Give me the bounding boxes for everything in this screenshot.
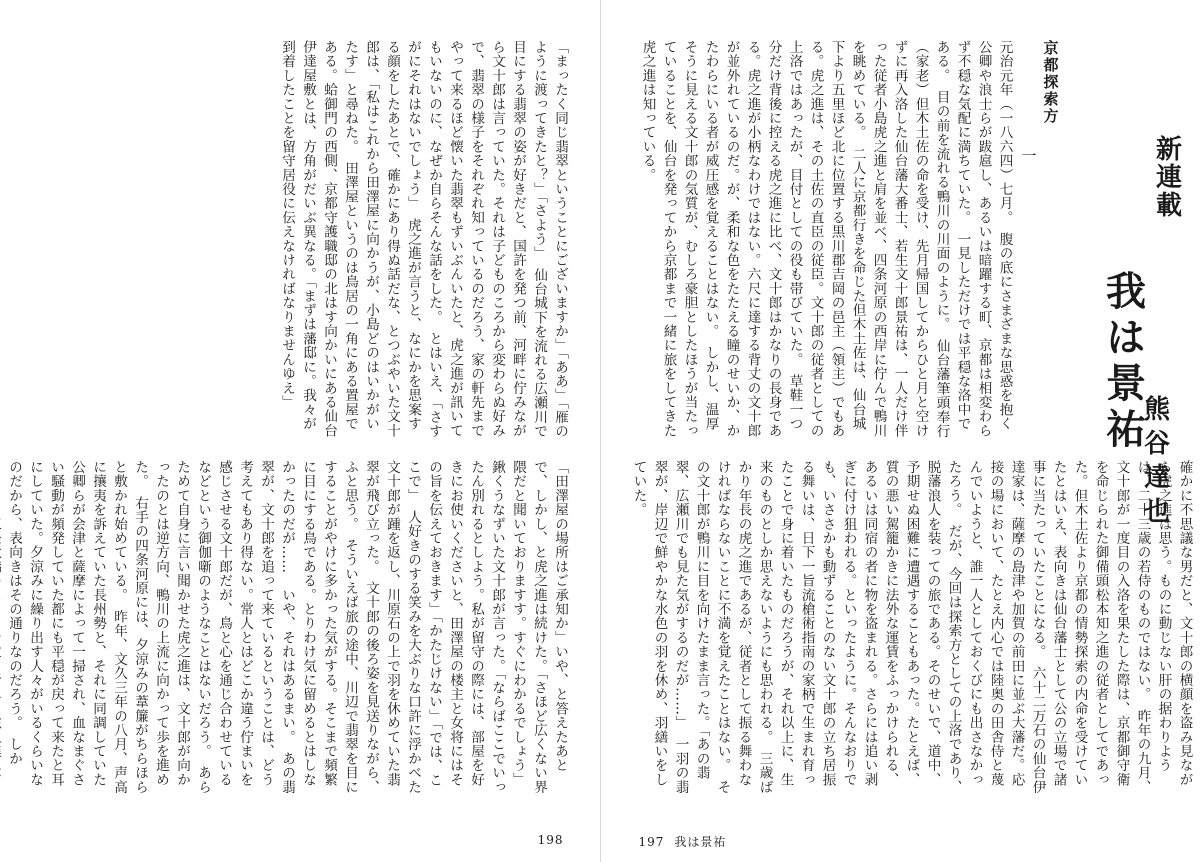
right-lower-text — [625, 460, 1195, 800]
series-label: 新連載 — [1151, 135, 1182, 219]
author-name: 熊谷達也 — [1139, 395, 1170, 531]
story-title: 我は景祐 — [1099, 270, 1147, 454]
left-page-number: 198 — [537, 833, 564, 847]
left-lower-paragraph: 「田澤屋の場所はご承知か」いや、と答えたあとで、しかし、と虎之進は続けた。「さほど広くない界隈だと聞いておりますす。すぐにわかるでしょう」 鍬くうなずいた文十郎が言った。「ならばここでいったん別れるとしよう。私が留守の際には、部屋を好きにお使いくださいと、田澤屋の楼主と女将にはその旨を伝えておきます」「かたじけない」「では、ここで」 人好きのする笑みを大ぶりな口許に浮かべた文十郎が踵を返し、川原石の上で羽を休めていた翡翠が飛び立った。 文十郎の後ろ姿を見送りながら、ふと思う。 そういえば旅の途中、川辺で翡翠を目にすることがやけに多かった気がする。そこまで頻繁に目にする鳥である。とりわけ気に留めるとはしなかったのだが…… いや、それはあるまい。 あの翡翠が、文十郎を追って来ているということは、どう考えてもあり得ない。常人とはどこか違う佇まいを感じさせる文十郎だが、鳥と心を通じ合わせているなどという御伽噺のようなことはないだろう。 あらためて自身に言い聞かせた虎之進は、文十郎が向かったのとは逆方向、鴨川の上流に向かって歩を進めた。 右手の四条河原には、夕涼みの葦簾がちらほらと敷かれ始めている。 昨年、文久三年の八月、声高に攘夷を訴えていた長州勢と、それに同調していた公卿らが会津と薩摩によって一掃され、血なまぐさい騒動が頻発していた都にも平穏が戻って来たと耳にしていた。夕涼みに繰り出す人々がいるくらいなのだから、表向きはその通りなのだろう。 しか — [6, 460, 568, 794]
section-title: 京都探索方 — [1041, 40, 1060, 125]
right-page-number: 197 — [638, 835, 665, 849]
running-title: 我は景祐 — [674, 835, 727, 849]
left-upper-paragraph: 「まったく同じ翡翠ということにございますか」「ああ」「雁のように渡ってきたと？」「さよう」 仙台城下を流れる広瀬川で目にする翡翠の姿が好きだと、国許を発つ前、河畔に佇みながら文十郎は言っていた。それは子どものころから変わらぬ好みで、翡翠の様子をそれぞれ知っているのだろう、家の軒先までやって来るほど懐いた翡翠もずいぶんいたと、虎之進が訊いてもいないのに、なぜか自らそんな話をした。 とはいえ、「さすがにそれはないでしょう」 虎之進が言うと、なにかを思案する顔をしたあとで、確かにあり得ぬ話だな、とつぶやいた文十郎は、「私はこれから田澤屋に向かうが、小島どのはいかがいたす」と尋ねた。 田澤屋というのは鳥居の一角にある置屋である。蛤御門の西側、京都守護職邸の北はす向かいにある仙台伊達屋敷とは、方角がだいぶ異なる。「まずは藩邸に。我々が到着したことを留守居役に伝えなければなりませんゆえ」 — [279, 40, 568, 439]
right-page — [600, 0, 1200, 862]
left-lower-text — [6, 460, 570, 800]
chapter-number: 一 — [1019, 148, 1038, 163]
right-lower-paragraph: 確かに不思議な男だと、文十郎の横顔を盗み見ながら虎之進は思う。ものに動じない肝の据わりようは、二十三歳の若侍のものではない。 昨年の九月、文十郎が一度目の入洛を果たした際は、京都御守衛を命じられた御備頭松本知之進の従者としてであった。但木土佐より京都の情勢探索の内命を受けていたとはいえ、表向きは仙台藩士として公の立場で諸事に当たっていたことになる。 六十二万石の仙台伊達家は、薩摩の島津や加賀の前田に並ぶ大藩だ。応接の場において、たとえ内心では陸奥の田舎侍と蔑んでいようと、誰一人としておくびにも出さなかったろう。 だが、今回は探索方としての上洛であり、脱藩浪人を装っての旅である。そのせいで、道中、予期せぬ困難に遭遇することもあった。たとえば、質の悪い駕籠かきに法外な運賃をふっかけられる、あるいは同宿の者に物を盗まれる。さらには追い剥ぎに付け狙われる。といったように。そんなおりでも、いささかも動ずることのない文十郎の立ち居振る舞いは、日下一旨流槍術指南の家柄で生まれ育ったことで身に着いたものだろうが、それ以上に、生来のものとしか思えないようにも思われる。 三歳ばかり年長の虎之進であるが、従者として振る舞わなければならないことに不満を覚えたことはない。 その文十郎が鴨川に目を向けたまま言った。「あの翡翠、広瀬川でも見た気がするのだが……」 一羽の翡翠が、岸辺で鮮やかな水色の羽を休め、羽繕いをしていた。 — [630, 460, 1193, 794]
right-folio — [629, 833, 727, 850]
right-upper-text — [625, 40, 1015, 440]
right-upper-paragraph: 元治元年（一八六四）七月。 腹の底にさまざまな思惑を抱く公卿や浪士らが跋扈し、あるいは暗躍する町、京都は相変わらず不穏な気配に満ちていた。 一見しただけでは平穏な洛中である。 目の前を流れる鴨川の川面のように。 仙台藩筆頭奉行（家老）但木土佐の命を受け、先月帰国してからひと月と空けずに再入洛した仙台藩大番士、若生文十郎景祐は、一人だけ伴った従者小島虎之進と肩を並べ、四条河原の西岸に佇んで鴨川を眺めている。 二人に京都行きを命じた但木土佐は、仙台城下より五里ほど北に位置する黒川郡吉岡の邑主（領主）でもある。虎之進は、その土佐の直臣の従臣。文十郎の従者としての上洛ではあったが、目付としての役も帯びていた。 草鞋一つ分だけ背後に控える虎之進に比べ、文十郎はかなりの長身である。虎之進が小柄なわけではない。六尺に達する背丈の文十郎が並外れているのだ。が、柔和な色をたたえる瞳のせいか、かたわらにいる者が威圧感を覚えることはない。 しかし、温厚そうに見える文十郎の気質が、むしろ豪胆としたほうが当たっていることを、仙台を発ってから京都まで一緒に旅をしてきた虎之進は知っている。 — [639, 40, 1013, 439]
left-upper-text — [30, 40, 570, 440]
